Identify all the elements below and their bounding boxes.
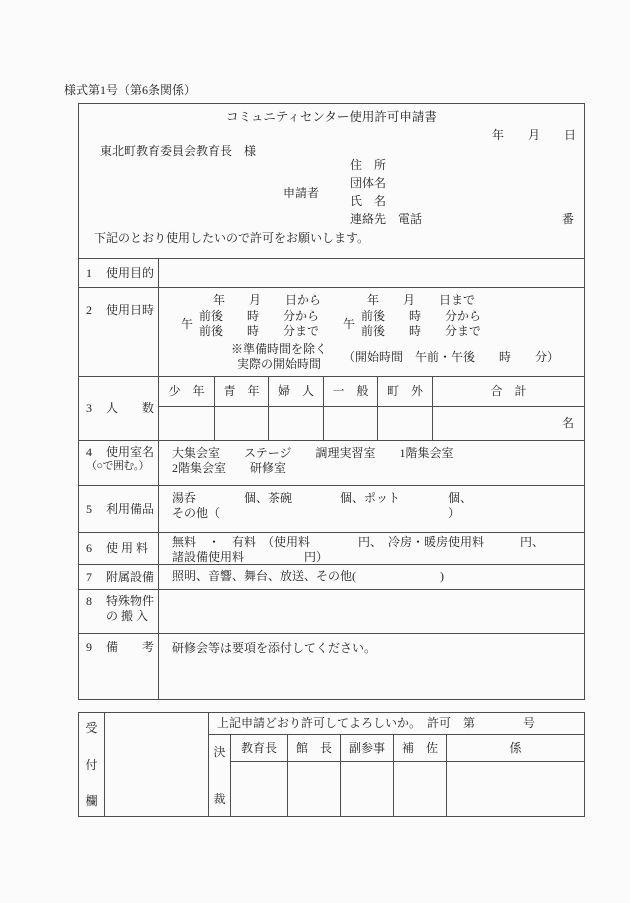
people-value-cell bbox=[324, 407, 378, 440]
room-options-cell bbox=[159, 441, 584, 485]
time-to: 前後 時 分まで bbox=[361, 324, 482, 338]
date-range-line bbox=[159, 288, 584, 308]
people-col-young-adult: 青 年 bbox=[215, 377, 269, 406]
row-label-text: 備 考 bbox=[106, 640, 155, 654]
row-number: 3 bbox=[86, 401, 92, 415]
time-to: 前後 時 分まで bbox=[199, 324, 320, 338]
people-col-total: 合 計 bbox=[490, 384, 527, 398]
date-to: 年 月 日まで bbox=[367, 293, 476, 307]
room-options-line1: 大集会室 ステージ 調理実習室 1階集会室 bbox=[172, 446, 454, 460]
people-total-cell bbox=[433, 407, 584, 440]
row-number: 7 bbox=[86, 569, 92, 584]
approval-stamp-cell bbox=[341, 762, 394, 816]
reception-char: 欄 bbox=[85, 794, 98, 808]
time-range-first bbox=[181, 309, 319, 339]
row-label-text: 特殊物件 bbox=[106, 594, 155, 608]
noon-prefix: 午 bbox=[343, 316, 356, 331]
row-label-note: （○で囲む。） bbox=[86, 460, 149, 472]
row-datetime-label bbox=[79, 288, 159, 376]
approval-col-deputy: 副参事 bbox=[341, 735, 394, 761]
applicant-label: 申請者 bbox=[283, 186, 320, 200]
equipment-line2: その他（ ） bbox=[172, 506, 461, 520]
row-purpose-label bbox=[79, 259, 159, 287]
date-from: 年 月 日から bbox=[213, 293, 322, 307]
approval-stamp-cell bbox=[288, 762, 341, 816]
start-time-note bbox=[159, 342, 584, 372]
row-people-label bbox=[79, 377, 159, 440]
row-label-text: 使用目的 bbox=[106, 265, 155, 280]
row-remarks-label bbox=[79, 634, 159, 699]
approval-section bbox=[209, 713, 584, 816]
reception-char: 受 bbox=[85, 721, 98, 735]
people-col-general: 一 般 bbox=[324, 377, 378, 406]
row-label-text: 人 数 bbox=[106, 401, 155, 415]
row-number: 9 bbox=[86, 640, 92, 654]
remarks-line1: 研修会等は要項を添付してください。 bbox=[172, 641, 377, 655]
people-col-out-of-town: 町 外 bbox=[378, 377, 433, 406]
fee-cell bbox=[159, 533, 584, 564]
people-value-cell bbox=[269, 407, 324, 440]
noon-prefix: 午 bbox=[181, 316, 194, 331]
approval-stamp-row bbox=[231, 762, 584, 816]
reception-side-label bbox=[79, 713, 105, 816]
row-label-text: 利用備品 bbox=[106, 501, 155, 516]
row-equipment-label bbox=[79, 486, 159, 532]
people-value-cell bbox=[159, 407, 215, 440]
remarks-cell bbox=[159, 634, 584, 699]
reception-table bbox=[78, 712, 585, 817]
row-number: 1 bbox=[86, 265, 92, 280]
approval-char: 裁 bbox=[213, 792, 226, 806]
row-number: 8 bbox=[86, 594, 92, 608]
row-fee bbox=[79, 532, 584, 564]
row-fee-label bbox=[79, 533, 159, 564]
row-room-label bbox=[79, 441, 159, 485]
fee-line1: 無料 ・ 有料 （使用料 円、 冷房・暖房使用料 円、 bbox=[172, 535, 545, 549]
approval-stamp-cell bbox=[447, 762, 584, 816]
row-label-text: 使用日時 bbox=[106, 303, 155, 317]
row-label-text: 使用室名 bbox=[106, 445, 155, 459]
equipment-line1: 湯呑 個、茶碗 個、ポット 個、 bbox=[172, 491, 473, 505]
special-items-cell bbox=[159, 590, 584, 633]
approval-col-superintendent: 教育長 bbox=[231, 735, 288, 761]
approval-col-assistant: 補 佐 bbox=[394, 735, 447, 761]
row-facilities bbox=[79, 564, 584, 589]
row-facilities-label bbox=[79, 565, 159, 589]
fee-line2: 諸設備使用料 円） bbox=[172, 550, 329, 564]
time-range-lines bbox=[159, 309, 584, 339]
date-line: 年 月 日 bbox=[491, 128, 576, 142]
addressee: 東北町教育委員会教育長 様 bbox=[100, 144, 257, 158]
contact-phone-label: 連絡先 電話 bbox=[350, 212, 423, 226]
form-number: 様式第1号（第6条関係） bbox=[64, 83, 197, 97]
approval-stamp-cell bbox=[231, 762, 288, 816]
row-number: 6 bbox=[86, 541, 92, 555]
organization-field-label: 団体名 bbox=[350, 176, 387, 190]
approval-side-label bbox=[209, 735, 231, 816]
row-label-text: 使 用 料 bbox=[106, 541, 149, 555]
people-unit: 名 bbox=[561, 416, 574, 430]
people-value-cell bbox=[215, 407, 269, 440]
approval-question: 上記申請どおり許可してよろしいか。 許可 第 号 bbox=[209, 713, 584, 735]
purpose-value-cell bbox=[159, 259, 584, 287]
people-col-youth: 少 年 bbox=[159, 377, 215, 406]
reception-stamp-cell bbox=[105, 713, 209, 816]
row-equipment bbox=[79, 485, 584, 532]
equipment-cell bbox=[159, 486, 584, 532]
row-remarks bbox=[79, 633, 584, 699]
facilities-line1: 照明、音響、舞台、放送、その他( ) bbox=[172, 569, 444, 583]
facilities-cell bbox=[159, 565, 584, 589]
time-from: 前後 時 分から bbox=[361, 309, 482, 323]
people-header-row bbox=[159, 377, 584, 407]
note-line1: ※準備時間を除く bbox=[231, 342, 328, 356]
form-title: コミュニティセンター使用許可申請書 bbox=[226, 110, 437, 124]
approval-stamp-cell bbox=[394, 762, 447, 816]
row-label-text: 附属設備 bbox=[106, 569, 155, 584]
row-purpose bbox=[79, 258, 584, 287]
approval-header-row bbox=[231, 735, 584, 762]
row-special-items-label bbox=[79, 590, 159, 633]
row-datetime bbox=[79, 287, 584, 376]
actual-start-time: （開始時間 午前・午後 時 分） bbox=[343, 349, 560, 364]
note-line2: 実際の開始時間 bbox=[237, 357, 322, 371]
row-number: 4 bbox=[86, 445, 92, 459]
datetime-value-cell bbox=[159, 288, 584, 376]
room-options-line2: 2階集会室 研修室 bbox=[172, 461, 287, 475]
approval-col-director: 館 長 bbox=[288, 735, 341, 761]
contact-field-label bbox=[350, 212, 584, 227]
request-sentence: 下記のとおり使用したいので許可をお願いします。 bbox=[94, 231, 370, 245]
time-from: 前後 時 分から bbox=[199, 309, 320, 323]
approval-col-staff: 係 bbox=[509, 740, 522, 755]
row-label-text2: の 搬 入 bbox=[106, 609, 149, 623]
name-field-label: 氏 名 bbox=[350, 194, 387, 208]
row-number: 2 bbox=[86, 303, 92, 317]
row-special-items bbox=[79, 589, 584, 633]
people-value-cell bbox=[378, 407, 433, 440]
reception-char: 付 bbox=[85, 757, 98, 772]
address-field-label: 住 所 bbox=[350, 158, 387, 172]
contact-number-unit: 番 bbox=[561, 212, 574, 226]
approval-char: 決 bbox=[213, 745, 226, 759]
row-people-count bbox=[79, 376, 584, 440]
people-col-women: 婦 人 bbox=[269, 377, 324, 406]
time-range-second bbox=[343, 309, 481, 339]
people-subtable bbox=[159, 377, 584, 440]
form-header bbox=[79, 104, 584, 258]
row-room-name bbox=[79, 440, 584, 485]
people-value-row bbox=[159, 407, 584, 440]
application-form-table bbox=[78, 103, 585, 700]
row-number: 5 bbox=[86, 501, 92, 516]
